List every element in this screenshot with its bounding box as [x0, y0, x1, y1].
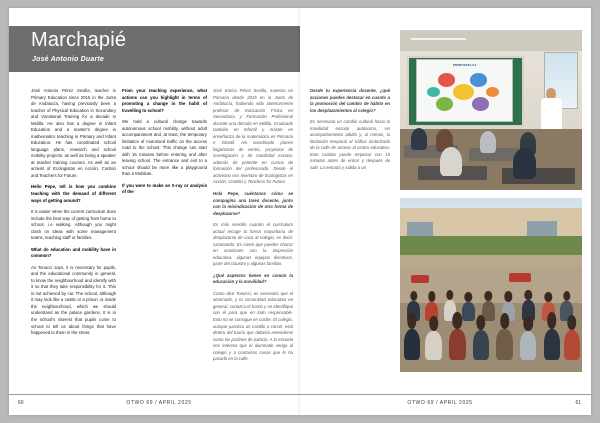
footer-divider	[9, 394, 300, 395]
page-right	[300, 8, 591, 415]
question-heading: If you were to make an X-ray or analysis of the	[122, 182, 207, 195]
page-number-right: 61	[575, 400, 581, 406]
projected-screen	[416, 59, 513, 122]
paragraph: José Enrico Pérez Sevilla, maestro en Primaria desde 2015 en la Junta de Andalucía, habiendo sido anteriormente profesor de Educación Física en Secundaria y Formación Profesional durante una década en Melilla. Graduado también en Infantil y máster en enseñanza de la matemática en Primaria e Infantil. Ha coordinado planes lingüísticos de centro, proyectos de investigación y de movilidad escolar, además de ponente en cursos de formación del profesorado. Desde el activismo nos miembro de Ecologistas en Acción, ConBici y Teachers for Future.	[213, 88, 293, 185]
article-column-english	[31, 88, 116, 342]
article-column-english-2	[122, 88, 207, 201]
question-heading: From your teaching experience, what actions can you highlight in terms of promoting a change in the habit of travelling to school?	[122, 88, 207, 113]
photo-scene-classroom	[400, 30, 582, 190]
paragraph: It is easier when the current curriculum does include the best way of getting from home to school, i.e walking. Although you might clash on ideas with some management teams, teaching staff or families.	[31, 209, 116, 241]
paragraph: Es más sencillo cuando el currículum actual recoge la forma mayoritaria de desplazarse de casa al colegio, es decir, caminando. Es cierto que puedes chocar en ocasiones con la inspección educativa, algunos equipos directivos, parte del claustro y algunas familias.	[213, 222, 293, 267]
article-author: José Antonio Duarte	[32, 56, 104, 63]
classroom-presentation-photo	[400, 30, 582, 190]
question-heading: Desde tu experiencia docente, ¿qué acciones puedes destacar en cuanto a la promoción del cambio de hábito en los desplazamientos al colegio?	[310, 88, 390, 113]
page-left	[9, 8, 300, 415]
paragraph: José Antonio Pérez Sevilla, teacher in Primary Education since 2015 in the Junta de Andalucía, having previously been a teacher of Physical Education in Secondary and Vocational Training for a decade in Melilla. He also has a degree in Infant Education and a master's degree in mathematics teaching in Primary and Infant Education. He has coordinated school language plans, research and school mobility projects, as well as being a speaker at teacher training courses. As well as an activist of Ecologistas en Acción, Conbici and Teachers for Future.	[31, 88, 116, 178]
question-heading: Hola Pepe, cuéntanos cómo se compagina una tarea docente, junto con la reivindicación de otra forma de desplazarse?	[213, 190, 293, 216]
article-title-band	[9, 26, 300, 72]
paragraph: We hold a cultural change towards autonomous school mobility, without adult accompaniment and, at least, the temporary limitation of motorised traffic on the access road to the school. This change can start with 15 minutes before entering and after leaving school. The entrance and exit to a school should be more like a playground than a Mobilute.	[122, 119, 207, 177]
question-heading: What do education and mobility have in common?	[31, 246, 116, 259]
issue-footer-left: OTWO 69 / APRIL 2025	[126, 400, 192, 406]
footer-divider	[300, 394, 591, 395]
paragraph: As Tonucci says, it is necessary for pupils, and the educational community in general, to know the neighbourhood and identify with it so that they take responsibility for it. This is not achieved by car. The school, although it may look like a castle or a prison, is inside the neighbourhood, which we should understand as the palace gardens. It is in the school's interest that pupils come to school to tell us about things that have happened to them in the street.	[31, 264, 116, 336]
photo-scene-courtyard	[400, 198, 582, 372]
page-number-left: 60	[18, 400, 24, 406]
outdoor-school-courtyard-photo	[400, 198, 582, 372]
article-column-spanish	[213, 88, 293, 368]
page-title: Marchapié	[31, 29, 127, 51]
article-column-spanish-2	[310, 88, 390, 176]
screen-title-text: PROPUESTA 3-1	[452, 63, 477, 68]
paragraph: Es necesario un cambio cultural hacia la movilidad escolar autónoma, sin acompañamiento adulto y, al menos, la limitación temporal al tráfico motorizado de la calle de acceso al centro educativo. Este cambio puede empezar con 15 minutos antes de entrar y después de salir. La entrada y salida a un	[310, 119, 390, 170]
issue-footer-right: OTWO 69 / APRIL 2025	[407, 400, 473, 406]
question-heading: Hello Pepe, tell is how you combine teaching with the demand of different ways of getting around?	[31, 184, 116, 203]
paragraph: Como dice Tonucci, es necesario que el alumnado, y la comunidad educativa en general, conozca el barrio y se identifique con él para que en todo responsable. Esto no se consigue en coche. El colegio, aunque parezca un castillo o cárcel, está dentro del barrio que debería entenderse como los jardines de palacio. A la escuela nos interesa que el alumnado venga al colegio y a contarnos cosas que le ha pasado en la calle.	[213, 290, 293, 362]
question-heading: ¿Qué aspectos tienen en común la educación y la movilidad?	[213, 272, 293, 285]
